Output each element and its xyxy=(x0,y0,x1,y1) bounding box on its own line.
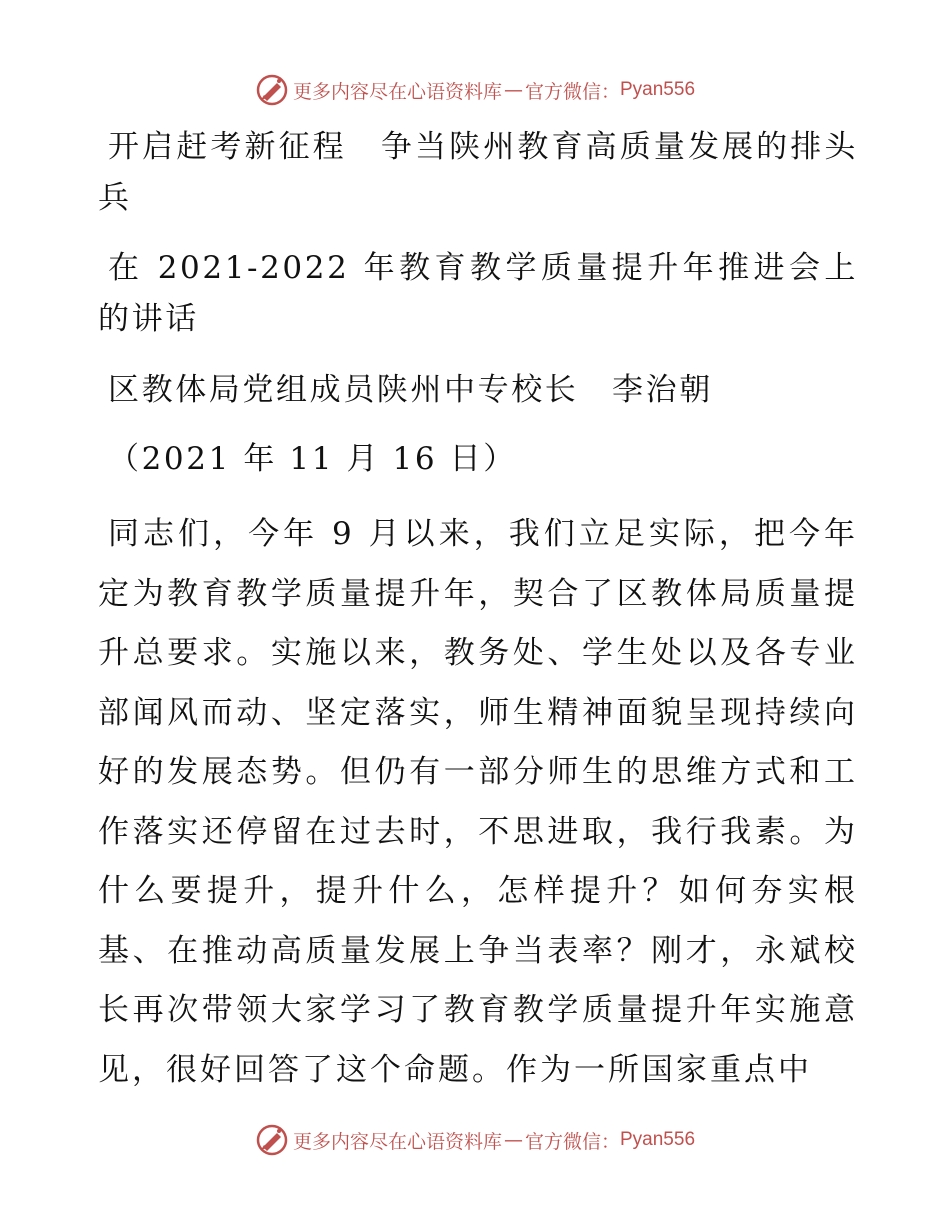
document-subtitle: 在 2021-2022 年教育教学质量提升年推进会上的讲话 xyxy=(98,250,858,337)
watermark-wechat-id: Pyan556 xyxy=(620,79,696,100)
watermark-separator: — xyxy=(503,79,523,101)
watermark-wechat-label: 官方微信： xyxy=(524,80,620,103)
document-body xyxy=(98,122,858,1100)
watermark-text: 更多内容尽在心语资料库 xyxy=(292,80,502,103)
document-paragraph: 同志们，今年 9 月以来，我们立足实际，把今年定为教育教学质量提升年，契合了区教体局质量提升总要求。实施以来，教务处、学生处以及各专业部闻风而动、坚定落实，师生精神面貌呈现持续向好的发展态势。但仍有一部分师生的思维方式和工作落实还停留在过去时，不思进取，我行我素。为什么要提升，提升什么，怎样提升？如何夯实根基、在推动高质量发展上争当表率？刚才，永斌校长再次带领大家学习了教育教学质量提升年实施意见，很好回答了这个命题。作为一所国家重点中 xyxy=(98,516,858,1088)
watermark-wechat-id: Pyan556 xyxy=(620,1129,696,1150)
watermark-text: 更多内容尽在心语资料库 xyxy=(292,1130,502,1153)
document-title: 开启赶考新征程 争当陕州教育高质量发展的排头兵 xyxy=(98,129,858,216)
document-date: （2021 年 11 月 16 日） xyxy=(108,441,517,477)
footer-watermark xyxy=(0,1120,950,1160)
document-author: 区教体局党组成员陕州中专校长 李治朝 xyxy=(108,372,713,408)
pen-logo-icon xyxy=(255,73,289,107)
watermark-wechat-label: 官方微信： xyxy=(524,1130,620,1153)
header-watermark xyxy=(0,70,950,110)
pen-logo-icon xyxy=(255,1123,289,1157)
watermark-separator: — xyxy=(503,1129,523,1151)
